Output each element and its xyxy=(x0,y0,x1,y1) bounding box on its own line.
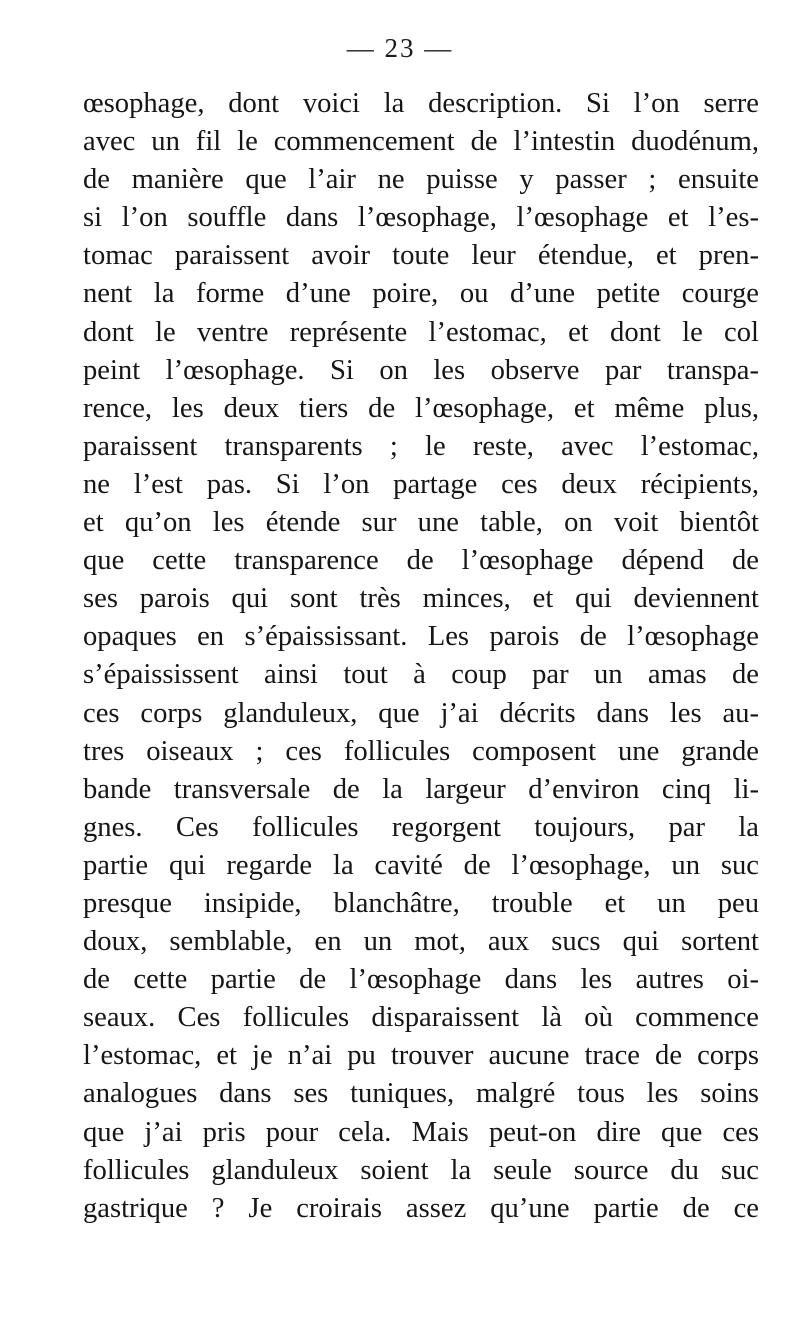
text-line-7: dont le ventre représente l’estomac, et dont le col xyxy=(83,316,759,348)
text-line-3: de manière que l’air ne puisse y passer ; ensuite xyxy=(83,164,759,196)
text-line-8: peint l’œsophage. Si on les observe par transpa- xyxy=(83,354,759,386)
text-line-15: opaques en s’épaississant. Les parois de l’œsophage xyxy=(83,621,759,653)
text-line-9: rence, les deux tiers de l’œsophage, et même plus, xyxy=(83,392,759,424)
body-text xyxy=(83,85,759,1228)
text-line-28: que j’ai pris pour cela. Mais peut-on dire que ces xyxy=(83,1116,759,1148)
text-line-1: œsophage, dont voici la description. Si l’on serre xyxy=(83,88,759,119)
text-line-13: que cette transparence de l’œsophage dépend de xyxy=(83,545,759,577)
text-line-6: nent la forme d’une poire, ou d’une petite courge xyxy=(83,278,759,310)
text-line-19: bande transversale de la largeur d’environ cinq li- xyxy=(83,773,759,805)
text-line-12: et qu’on les étende sur une table, on voit bientôt xyxy=(83,507,759,539)
text-line-11: ne l’est pas. Si l’on partage ces deux récipients, xyxy=(83,468,759,500)
text-line-25: seaux. Ces follicules disparaissent là où commence xyxy=(83,1002,759,1034)
text-line-2: avec un fil le commencement de l’intestin duodénum, xyxy=(83,126,759,158)
text-line-23: doux, semblable, en un mot, aux sucs qui sortent xyxy=(83,926,759,958)
text-line-18: tres oiseaux ; ces follicules composent une grande xyxy=(83,735,759,767)
text-line-4: si l’on souffle dans l’œsophage, l’œsophage et l’es- xyxy=(83,202,759,234)
text-line-24: de cette partie de l’œsophage dans les autres oi- xyxy=(83,964,759,996)
text-line-14: ses parois qui sont très minces, et qui deviennent xyxy=(83,583,759,615)
text-line-27: analogues dans ses tuniques, malgré tous les soins xyxy=(83,1078,759,1110)
text-line-29: follicules glanduleux soient la seule source du suc xyxy=(83,1154,759,1186)
text-line-22: presque insipide, blanchâtre, trouble et un peu xyxy=(83,887,759,919)
text-line-16: s’épaississent ainsi tout à coup par un amas de xyxy=(83,659,759,691)
page-number: — 23 — xyxy=(346,33,454,63)
text-line-5: tomac paraissent avoir toute leur étendue, et pren- xyxy=(83,240,759,272)
text-line-17: ces corps glanduleux, que j’ai décrits dans les au- xyxy=(83,697,759,729)
text-line-26: l’estomac, et je n’ai pu trouver aucune trace de corps xyxy=(83,1040,759,1072)
text-line-10: paraissent transparents ; le reste, avec l’estomac, xyxy=(83,430,759,462)
text-line-20: gnes. Ces follicules regorgent toujours, par la xyxy=(83,811,759,843)
text-line-30: gastrique ? Je croirais assez qu’une partie de ce xyxy=(83,1192,759,1224)
text-line-21: partie qui regarde la cavité de l’œsophage, un suc xyxy=(83,849,759,881)
